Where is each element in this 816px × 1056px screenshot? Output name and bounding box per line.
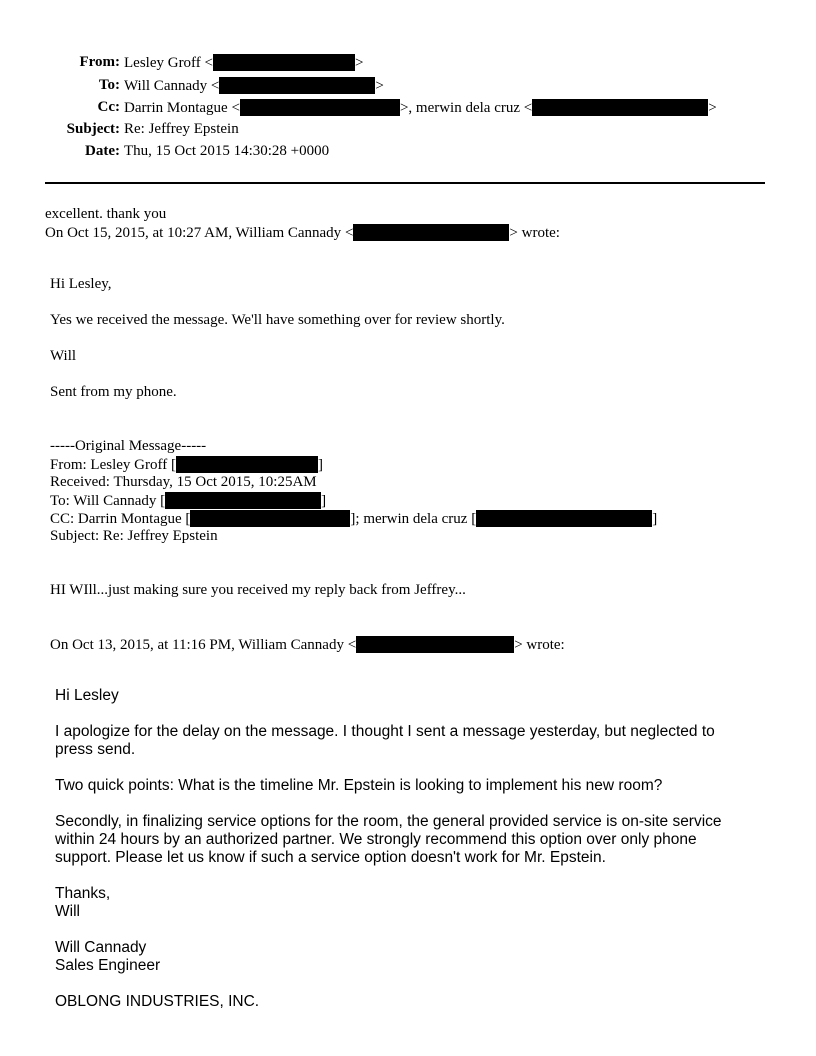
original-cc: CC: Darrin Montague [ ]; merwin dela cruz [ ] xyxy=(50,511,658,527)
original-divider: -----Original Message----- xyxy=(50,438,207,454)
date-label: Date: xyxy=(85,143,120,159)
cc-value: Darrin Montague < >, merwin dela cruz < > xyxy=(124,100,717,116)
quote-intro-1: On Oct 15, 2015, at 10:27 AM, William Cannady < > wrote: xyxy=(45,225,560,241)
subject-value: Re: Jeffrey Epstein xyxy=(124,121,239,137)
inner-will: Will xyxy=(55,903,80,920)
inner-sig-name: Will Cannady xyxy=(55,939,147,956)
original-received: Received: Thursday, 15 Oct 2015, 10:25AM xyxy=(50,474,317,490)
redaction-block xyxy=(176,456,318,473)
to-name: Will Cannady xyxy=(124,78,208,94)
body-para-1: Yes we received the message. We'll have something over for review shortly. xyxy=(50,312,505,328)
to-value: Will Cannady < > xyxy=(124,78,384,94)
redaction-block xyxy=(213,54,355,71)
cc-label: Cc: xyxy=(97,99,120,115)
quote-intro-2: On Oct 13, 2015, at 11:16 PM, William Cannady < > wrote: xyxy=(50,637,565,653)
cc-name-2: merwin dela cruz xyxy=(415,100,521,116)
inner-para-1: I apologize for the delay on the message. I thought I sent a message yesterday, but neglected to press send. xyxy=(55,723,715,758)
redaction-block xyxy=(190,510,350,527)
inner-para-3: Secondly, in finalizing service options for the room, the general provided service is on-site service within 24 hours by an authorized partner. We strongly recommend this option over only phone support. Please let us know if such a service option doesn't work for Mr. Epstein. xyxy=(55,813,722,866)
cc-name-1: Darrin Montague xyxy=(124,100,228,116)
original-text: HI WIll...just making sure you received my reply back from Jeffrey... xyxy=(50,582,466,598)
signature-1: Will xyxy=(50,348,77,364)
header-divider xyxy=(45,182,765,184)
redaction-block xyxy=(532,99,708,116)
inner-para-2: Two quick points: What is the timeline Mr. Epstein is looking to implement his new room? xyxy=(55,777,663,794)
from-label: From: xyxy=(79,54,120,70)
greeting-1: Hi Lesley, xyxy=(50,276,112,292)
original-subject: Subject: Re: Jeffrey Epstein xyxy=(50,528,218,544)
original-to: To: Will Cannady [ ] xyxy=(50,493,327,509)
redaction-block xyxy=(353,224,509,241)
subject-label: Subject: xyxy=(66,121,120,137)
from-name: Lesley Groff xyxy=(124,55,201,71)
original-from: From: Lesley Groff [ ] xyxy=(50,457,323,473)
sent-from: Sent from my phone. xyxy=(50,384,177,400)
inner-company: OBLONG INDUSTRIES, INC. xyxy=(55,993,260,1010)
inner-greeting: Hi Lesley xyxy=(55,687,119,704)
redaction-block xyxy=(219,77,375,94)
reply-line: excellent. thank you xyxy=(45,206,167,222)
inner-thanks: Thanks, xyxy=(55,885,111,902)
redaction-block xyxy=(240,99,400,116)
redaction-block xyxy=(476,510,652,527)
redaction-block xyxy=(356,636,514,653)
date-value: Thu, 15 Oct 2015 14:30:28 +0000 xyxy=(124,143,330,159)
redaction-block xyxy=(165,492,321,509)
inner-sig-title: Sales Engineer xyxy=(55,957,161,974)
from-value: Lesley Groff < > xyxy=(124,55,364,71)
to-label: To: xyxy=(98,77,120,93)
